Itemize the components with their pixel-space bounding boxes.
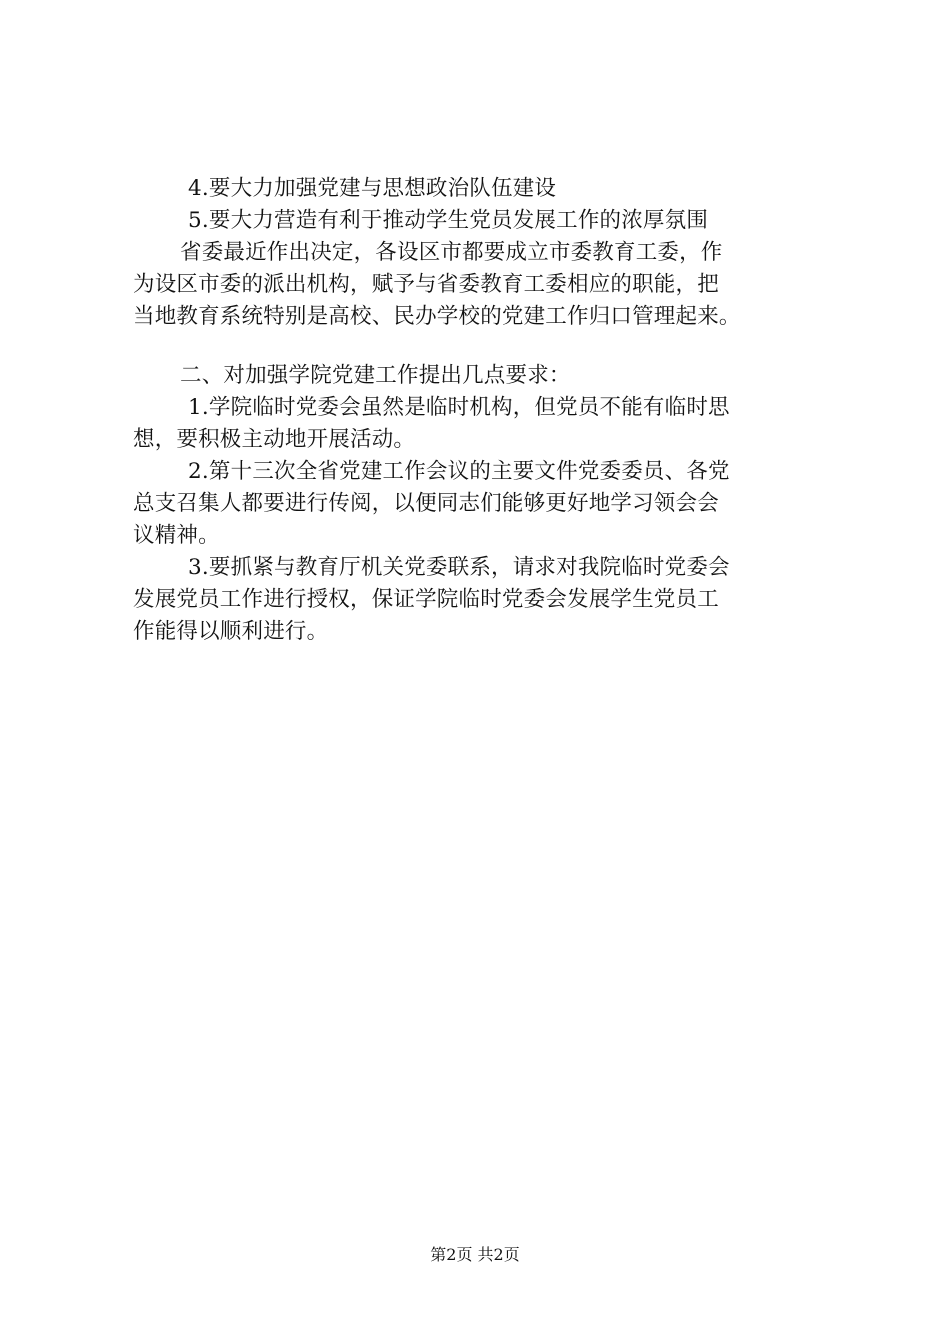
- item-2-line: 总支召集人都要进行传阅，以便同志们能够更好地学习领会会: [133, 491, 719, 516]
- item-5-line: 5.要大力营造有利于推动学生党员发展工作的浓厚氛围: [188, 208, 709, 233]
- item-4-line: 4.要大力加强党建与思想政治队伍建设: [188, 176, 557, 201]
- page-footer: 第2页 共2页: [430, 1245, 520, 1264]
- paragraph-line: 为设区市委的派出机构，赋予与省委教育工委相应的职能，把: [133, 272, 719, 297]
- section-heading: 二、对加强学院党建工作提出几点要求：: [180, 363, 571, 388]
- item-3-line: 作能得以顺利进行。: [133, 619, 329, 644]
- item-2-line: 2.第十三次全省党建工作会议的主要文件党委委员、各党: [188, 459, 730, 484]
- item-3-line: 发展党员工作进行授权，保证学院临时党委会发展学生党员工: [133, 587, 719, 612]
- item-1-line: 想，要积极主动地开展活动。: [133, 427, 416, 452]
- item-3-line: 3.要抓紧与教育厅机关党委联系，请求对我院临时党委会: [188, 555, 730, 580]
- item-2-line: 议精神。: [133, 523, 220, 548]
- paragraph-line: 当地教育系统特别是高校、民办学校的党建工作归口管理起来。: [133, 304, 741, 329]
- item-1-line: 1.学院临时党委会虽然是临时机构，但党员不能有临时思: [188, 395, 730, 420]
- paragraph-line: 省委最近作出决定，各设区市都要成立市委教育工委，作: [180, 240, 723, 265]
